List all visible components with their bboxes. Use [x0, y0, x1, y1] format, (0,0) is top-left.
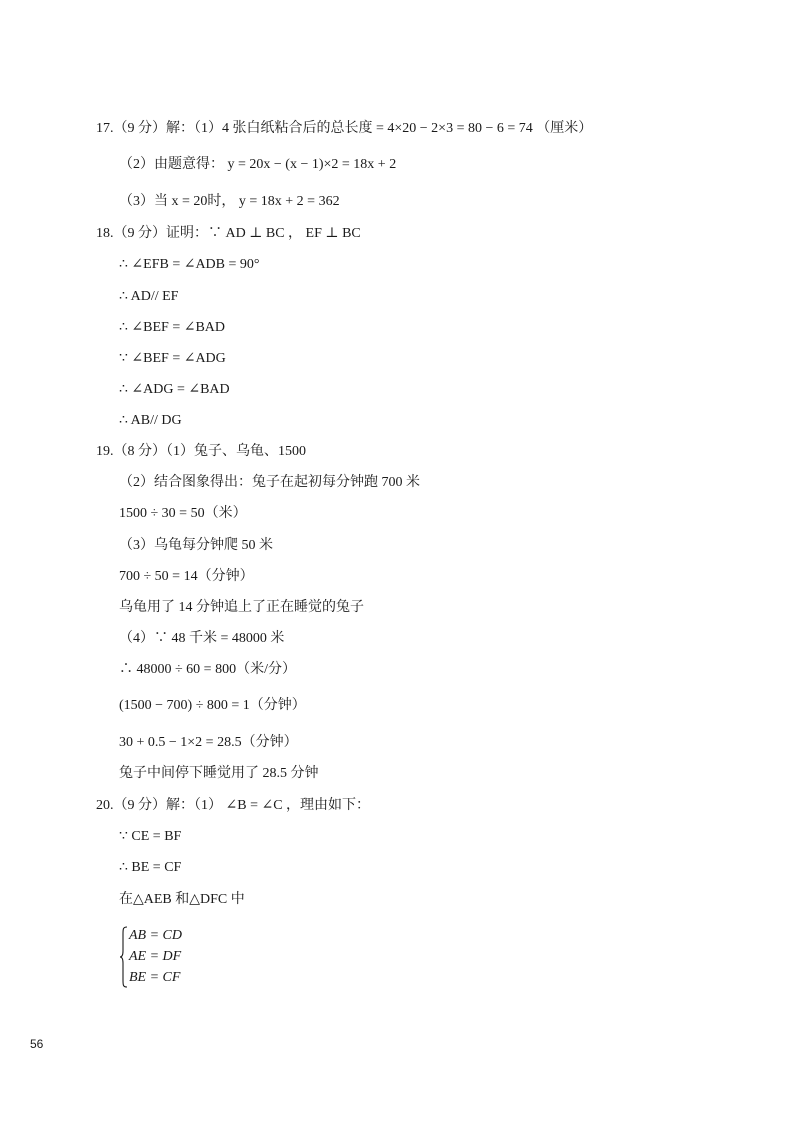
q18-step: ∴ ∠ADG = ∠BAD — [119, 382, 230, 397]
q18-heading: 18.（9 分）证明：∵ AD ⊥ BC ， EF ⊥ BC — [96, 226, 361, 241]
system-equation: AE = DF — [129, 949, 182, 964]
q17-part1: 17.（9 分）解：（1）4 张白纸粘合后的总长度 = 4×20 − 2×3 = 80 − 6 = 74 （厘米） — [96, 121, 593, 136]
q19-conclusion: 兔子中间停下睡觉用了 28.5 分钟 — [119, 766, 319, 781]
q19-step: 乌龟用了 14 分钟追上了正在睡觉的兔子 — [119, 600, 364, 615]
q20-step: ∴ BE = CF — [119, 860, 182, 875]
q18-step: ∴ ∠EFB = ∠ADB = 90° — [119, 257, 260, 272]
q18-step: ∵ ∠BEF = ∠ADG — [119, 351, 226, 366]
q18-step: ∴ ∠BEF = ∠BAD — [119, 320, 225, 335]
system-equation: BE = CF — [129, 970, 181, 985]
q20-step: ∵ CE = BF — [119, 829, 182, 844]
page-number: 56 — [30, 1037, 44, 1051]
q17-part3: （3）当 x = 20时， y = 18x + 2 = 362 — [119, 194, 340, 209]
q19-step: 30 + 0.5 − 1×2 = 28.5（分钟） — [119, 735, 298, 750]
q18-step: ∴ AD// EF — [119, 289, 179, 304]
system-equation: AB = CD — [129, 928, 182, 943]
q20-heading: 20.（9 分）解：（1） ∠B = ∠C ，理由如下： — [96, 798, 371, 813]
left-brace-icon — [119, 926, 129, 988]
q19-step: 700 ÷ 50 = 14（分钟） — [119, 569, 254, 584]
q19-step: （2）结合图象得出：兔子在起初每分钟跑 700 米 — [119, 475, 420, 490]
q19-step: (1500 − 700) ÷ 800 = 1（分钟） — [119, 698, 306, 713]
q19-step: 1500 ÷ 30 = 50（米） — [119, 506, 247, 521]
equation-system — [119, 926, 239, 988]
q19-step: （4）∵ 48 千米 = 48000 米 — [119, 631, 285, 646]
q19-step: （3）乌龟每分钟爬 50 米 — [119, 538, 273, 553]
q19-step: ∴ 48000 ÷ 60 = 800（米/分） — [119, 662, 296, 677]
q18-step: ∴ AB// DG — [119, 413, 182, 428]
q20-step: 在△AEB 和△DFC 中 — [119, 892, 245, 907]
q17-part2: （2）由题意得： y = 20x − (x − 1)×2 = 18x + 2 — [119, 157, 397, 172]
q19-heading: 19.（8 分）（1）兔子、乌龟、1500 — [96, 444, 306, 459]
